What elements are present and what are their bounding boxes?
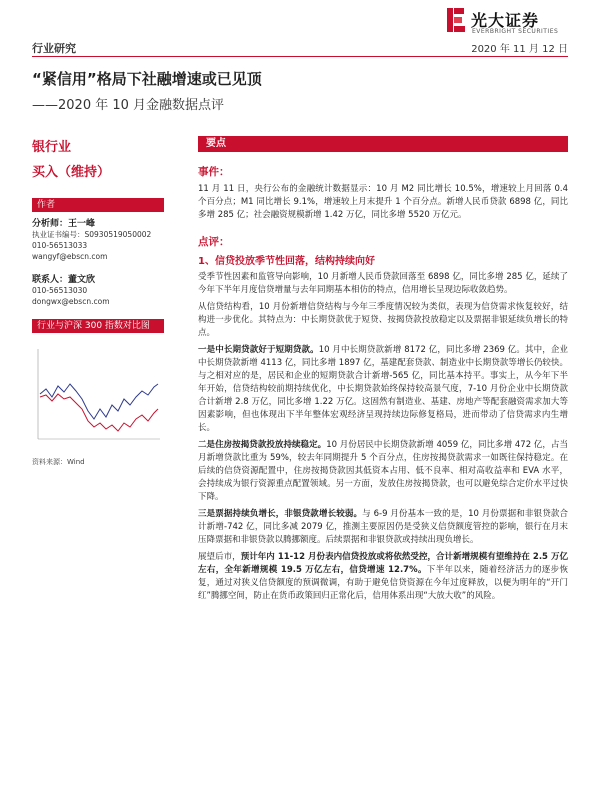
paragraph-3-body: 10 月中长期贷款新增 8172 亿，同比多增 2369 亿。其中，企业中长期贷款新增 4113 亿，同比多增 1897 亿，基建配套贷款、制造业中长期贷款等增长仍较快。与之相对应的是，居民和企业的短期贷款合计新增-565 亿，同比基本持平。事实上，从今年下半年开始，信贷结构较前期持续优化，中长期贷款始终保持较高景气度，7-10 月份企业中长期贷款合计新增 2.8 万亿，同比多增 1.22 万亿。这固然有制造业、基建、房地产等配套融资需求加大等因素影响，但也体现出下半年整体宏观经济呈现持续边际修复格局，进而带动了信贷需求内生增长。 (198, 345, 568, 433)
chart-source: 资料来源：Wind (32, 458, 85, 466)
header-divider (32, 56, 568, 57)
logo-chinese-name: 光大证券 (471, 11, 540, 30)
event-heading: 事件： (198, 166, 230, 178)
paragraph-3-lead: 一是中长期贷款好于短期贷款。 (198, 345, 319, 355)
event-paragraph: 11 月 11 日，央行公布的金融统计数据显示：10 月 M2 同比增长 10.5%，增速较上月回落 0.4 个百分点；M1 同比增长 9.1%，增速较上月末提升 1 个百分点。新增人民币贷款 6898 亿，同比多增 285 亿；社会融资规模新增 1.42 万亿，同比多增 5520 万亿元。 (198, 184, 568, 220)
contact-email[interactable]: dongwx@ebscn.com (32, 297, 110, 306)
paragraph-5-lead: 三是票据持续负增长，非银贷款增长较弱。 (198, 509, 363, 519)
analyst-name: 分析师：王一峰 (32, 219, 96, 229)
comment-heading: 点评： (198, 236, 230, 248)
analyst-cert: 执业证书编号：S0930519050002 (32, 230, 152, 239)
analyst-email[interactable]: wangyf@ebscn.com (32, 252, 108, 261)
paragraph-1: 受季节性因素和监管导向影响，10 月新增人民币贷款回落至 6898 亿，同比多增 285 亿，延续了今年下半年月度信贷增量与去年同期基本相仿的特点，信用增长呈现边际收敛趋势。 (198, 272, 568, 295)
paragraph-4 (198, 439, 568, 504)
paragraph-5 (198, 508, 568, 547)
contact-phone: 010-56513030 (32, 286, 88, 295)
report-date: 2020 年 11 月 12 日 (471, 44, 568, 55)
logo-english-name: EVERBRIGHT SECURITIES (472, 28, 559, 35)
company-logo (445, 6, 580, 38)
main-content (198, 136, 568, 603)
paragraph-3 (198, 344, 568, 435)
paragraph-5-body: 与 6-9 月份基本一致的是，10 月份票据和非银贷款合计新增-742 亿，同比多减 2079 亿，推测主要原因仍是受狭义信贷额度管控的影响，银行在月末压降票据和非银贷款以腾挪额度。后续票据和非银贷款或持续出现负增长。 (198, 509, 568, 545)
paragraph-6-lead: 预计年内 11-12 月份表内信贷投放或将依然受控，合计新增规模有望维持在 2.5 万亿左右，全年新增规模 19.5 万亿左右，信贷增速 12.7%。 (198, 552, 568, 575)
analyst-phone: 010-56513033 (32, 241, 88, 250)
report-type: 行业研究 (32, 42, 76, 55)
paragraph-6-intro: 展望后市， (198, 552, 241, 562)
rating: 买入（维持） (32, 165, 111, 180)
section-bar-keypoints: 要点 (198, 136, 568, 152)
paragraph-4-lead: 二是住房按揭贷款投放持续稳定。 (198, 440, 327, 450)
index-comparison-chart (32, 339, 164, 449)
point1-heading: 1、信贷投放季节性回落，结构持续向好 (198, 256, 375, 267)
industry-name: 银行业 (32, 140, 72, 155)
report-title: “紧信用”格局下社融增速或已见顶 (32, 70, 262, 88)
chart-line-bank (40, 394, 158, 431)
sidebar (32, 136, 164, 467)
paragraph-4-body: 10 月份居民中长期贷款新增 4059 亿，同比多增 472 亿，占当月新增贷款比重为 59%，较去年同期提升 5 个百分点，住房按揭贷款需求一如既往保持稳定。在后续的信贷资源配置中，住房按揭贷款因其低资本占用、低不良率、相对高收益率和 EVA 水平，会持续成为银行资源重点配置领域。另一方面，发放住房按揭贷款，也可以避免综合定价水平过快下降。 (198, 440, 568, 502)
logo-mark-icon (445, 6, 467, 34)
author-section-bar: 作者 (32, 198, 164, 212)
paragraph-2: 从信贷结构看，10 月份新增信贷结构与今年三季度情况较为类似，表现为信贷需求恢复较好，结构进一步优化。其特点为：中长期贷款优于短贷、按揭贷款投放稳定以及票据非银延续负增长的特点。 (198, 302, 568, 338)
contact-name: 联系人：董文欣 (32, 275, 96, 285)
paragraph-6-body: 下半年以来，随着经济活力的逐步恢复，通过对狭义信贷额度的预调微调，有助于避免信贷资源在今年过度释放，以便为明年的“开门红”腾挪空间，防止在货币政策回归正常化后，信用体系出现“大放大收”的风险。 (198, 565, 568, 601)
paragraph-6 (198, 551, 568, 603)
chart-line-index (40, 384, 158, 419)
chart-title-bar: 行业与沪深 300 指数对比图 (32, 319, 164, 333)
report-subtitle: ——2020 年 10 月金融数据点评 (32, 98, 225, 113)
